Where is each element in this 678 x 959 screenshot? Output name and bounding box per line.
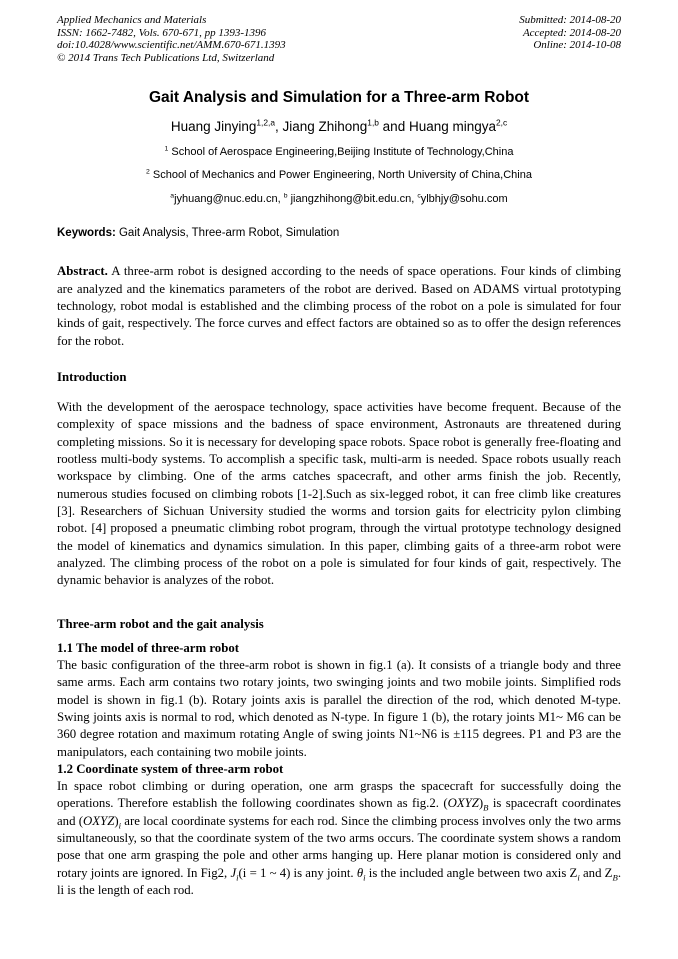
online-date: Online: 2014-10-08 [533, 39, 621, 52]
journal-doi: doi:10.4028/www.scientific.net/AMM.670-671.1393 [57, 39, 286, 52]
introduction-paragraph: With the development of the aerospace technology, space activities have become frequent. Because of the complexity of space missions and the badness of space environment, Astronauts are threatened during completing missions. So it is necessary for developing space robots. Space robot is generally free-floating and rootless multi-body systems. To accomplish a specific task, multi-arm is needed. Space robots usually reach workspace by climbing. One of the arms catches spacecraft, and other arms finish the job. Recently, numerous studies focused on climbing robots [1-2].Such as six-legged robot, it can free climb like creatures [3]. Researchers of Sichuan University studied the worms and torsion gaits for electricity pylon climbing robot. [4] proposed a pneumatic climbing robot program, through the virtual prototype technology designed the model of kinematics and dynamics simulation. In this paper, climbing gaits of a three-arm robot were analyzed. The climbing process of the robot on a pole is simulated for four kinds of gait, respectively. The dynamic behavior is analyzes of the robot. [57, 400, 621, 588]
subsection-heading-1-1: 1.1 The model of three-arm robot [57, 640, 239, 655]
keywords-label: Keywords: [57, 227, 116, 240]
journal-info-block [57, 14, 286, 64]
abstract-label: Abstract. [57, 264, 108, 279]
affiliation-2: $^2$ School of Mechanics and Power Engineering, North University of China,China [146, 168, 532, 182]
email-line: $^a$jyhuang@nuc.edu.cn, $^b$ jiangzhihong@bit.edu.cn, $^c$ylbhjy@sohu.com [170, 192, 508, 206]
affiliation-1: $^1$ School of Aerospace Engineering,Beijing Institute of Technology,China [164, 145, 514, 159]
section-heading-gait-analysis: Three-arm robot and the gait analysis [57, 617, 264, 632]
paragraph-1-2: In space robot climbing or during operation, one arm grasps the spacecraft for successfully doing the operations. Therefore establish the following coordinates shown as fig.2. $(OXYZ)_B$ is spacecraft coordinates and $(OXYZ)_i$ are local coordinate systems for each rod. Since the climbing process involves only the two arms simultaneously, so that the coordinate system of the two arms occurs. The coordinate system shows a random pose that one arm grasping the pole and other arms hanging up. Here planar motion is considered only and rotary joints are ignored. In Fig2, $J_i(i = 1$ ~ 4) is any joint. $\theta_i$ is the included angle between two axis $Z_i$ and $Z_B$. li is the length of each rod. [57, 779, 622, 897]
keywords-text: Gait Analysis, Three-arm Robot, Simulation [115, 227, 340, 240]
paper-title: Gait Analysis and Simulation for a Three-arm Robot [148, 89, 530, 107]
submitted-date: Submitted: 2014-08-20 [519, 14, 621, 26]
abstract-paragraph [57, 263, 621, 349]
abstract-text: A three-arm robot is designed according to the needs of space operations. Four kinds of climbing are analyzed and the kinematics parameters of the robot are derived. Based on ADAMS virtual prototyping technology, robot modal is established and the climbing process of the robot on a pole is simulated for four kinds of gait, respectively. The force curves and effect factors are obtained so as to offer the design references for the robot. [57, 264, 621, 348]
accepted-date: Accepted: 2014-08-20 [522, 26, 621, 39]
journal-copyright: © 2014 Trans Tech Publications Ltd, Switzerland [57, 51, 275, 64]
author-line: Huang Jinying$^{1,2,a}$, Jiang Zhihong$^{1,b}$ and Huang mingya$^{2,c}$ [170, 117, 508, 135]
subsection-heading-1-2: 1.2 Coordinate system of three-arm robot [57, 761, 284, 776]
keywords-line [57, 226, 621, 240]
journal-title: Applied Mechanics and Materials [57, 14, 207, 26]
paragraph-1-1: The basic configuration of the three-arm robot is shown in fig.1 (a). It consists of a triangle body and three same arms. Each arm contains two rotary joints, two swinging joints and two mobile joints. Simplified rods model is shown in fig.1 (b). Rotary joints axis is parallel the direction of the rod, which denoted M-type. Swing joints axis is normal to rod, which denoted as N-type. In figure 1 (b), the rotary joints M1~ M6 can be 360 degree rotation and maximum rotating Angle of swing joints N1~N6 is ±115 degrees. P1 and P3 are the manipulators, each containing two mobile joints. [57, 658, 621, 759]
journal-header [57, 14, 621, 64]
journal-issn: ISSN: 1662-7482, Vols. 670-671, pp 1393-1396 [57, 26, 266, 39]
section-heading-introduction: Introduction [57, 369, 127, 384]
submission-dates-block [519, 14, 621, 64]
